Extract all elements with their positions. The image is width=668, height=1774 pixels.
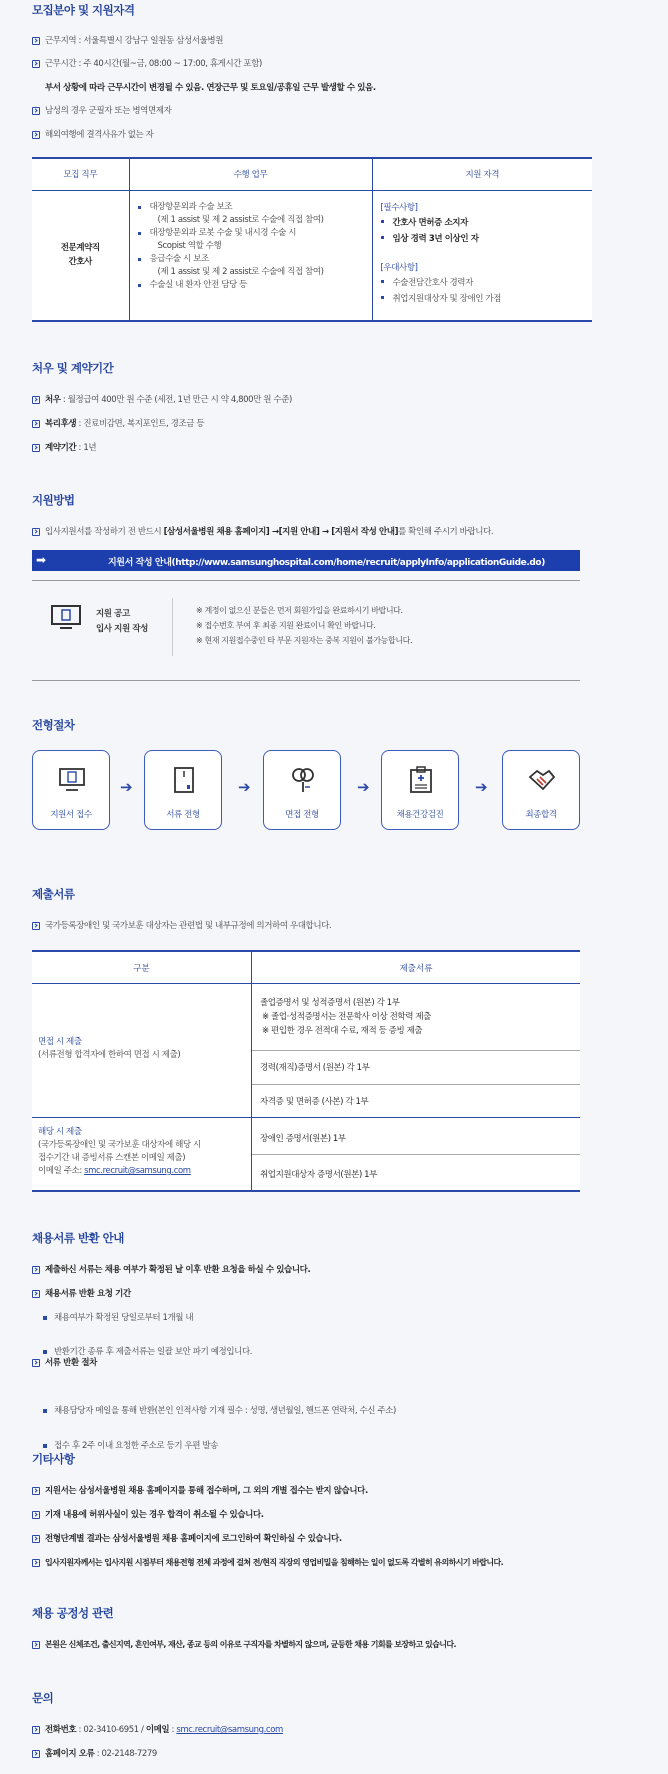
recruit-item-hours: 근무시간 : 주 40시간(월~금, 08:00 ~ 17:00, 휴게시간 포함): [32, 58, 262, 70]
duty-2: 대장항문외과 로봇 수술 및 내시경 수술 시: [138, 227, 372, 240]
return-item-3: 서류 반환 절차: [32, 1357, 97, 1369]
th-qualification: 지원 자격: [372, 158, 592, 190]
etc-item-2: 기재 내용에 허위사실이 있는 경우 합격이 취소될 수 있습니다.: [32, 1509, 264, 1521]
monitor-icon: [57, 765, 87, 795]
fairness-title: 채용 공정성 관련: [32, 1606, 114, 1620]
process-step-5: [502, 750, 580, 830]
arrow-right-icon: ➔: [238, 778, 251, 796]
return-item-2: 채용서류 반환 요청 기간: [32, 1288, 131, 1300]
row-divider: [252, 1154, 580, 1155]
extra-cell: [38, 1126, 201, 1178]
th-docs: 제출서류: [399, 964, 433, 974]
process-step-5-label: 최종합격: [525, 810, 557, 820]
apply-intro: [32, 526, 592, 538]
interview-doc-note-1: ※ 졸업·성적증명서는 전문학사 이상 전학력 제출: [262, 1012, 431, 1022]
process-title: 전형절차: [32, 718, 75, 732]
treatment-welfare-label: 복리후생: [45, 419, 77, 429]
apply-notice-1: ※ 계정이 없으신 분들은 먼저 회원가입을 완료하시기 바랍니다.: [196, 606, 403, 615]
arrow-right-icon: ➔: [475, 778, 488, 796]
document-icon: [169, 765, 199, 795]
required-title: [필수사항]: [380, 202, 418, 213]
interview-title: 면접 시 제출: [38, 1037, 82, 1047]
etc-title: 기타사항: [32, 1452, 75, 1466]
monitor-icon: [50, 604, 82, 633]
th-job: 모집 직무: [32, 158, 129, 190]
extra-doc-veteran: 취업지원대상자 증명서(원본) 1부: [260, 1170, 377, 1180]
apply-intro-c: 를 확인해 주시기 바랍니다.: [398, 527, 494, 537]
duty-3-sub: (제 1 assist 및 제 2 assist로 수술에 직접 참여): [157, 266, 324, 277]
return-item-2-sub-1: 채용여부가 확정된 당일로부터 1개월 내: [41, 1312, 589, 1324]
recruit-item-travel: 해외여행에 결격사유가 없는 자: [32, 129, 153, 141]
treatment-title: 처우 및 계약기간: [32, 361, 114, 375]
th-duty: 수행 업무: [129, 158, 372, 190]
duty-1-sub: (제 1 assist 및 제 2 assist로 수술에 직접 참여): [157, 214, 324, 225]
interview-doc-note-2: ※ 편입한 경우 전적대 수료, 재적 등 증빙 제출: [262, 1026, 423, 1036]
treatment-welfare-text: : 진료비감면, 복지포인트, 경조금 등: [76, 419, 205, 429]
etc-item-4: 입사지원자께서는 입사지원 시점부터 채용전형 전체 과정에 걸쳐 전/현직 직장의 영업비밀을 침해하는 일이 없도록 각별히 유의하시기 바랍니다.: [32, 1557, 592, 1569]
extra-doc-disability: 장애인 증명서(원본) 1부: [260, 1134, 346, 1144]
process-step-4-label: 채용건강검진: [396, 810, 444, 820]
row-divider: [252, 1084, 580, 1085]
extra-sub-2: 접수기간 내 증빙서류 스캔본 이메일 제출): [38, 1153, 186, 1163]
apply-notice-3: ※ 현재 지원접수중인 타 부문 지원자는 중복 지원이 불가능합니다.: [196, 636, 413, 645]
apply-notice-2: ※ 접수번호 부여 후 최종 지원 완료이니 확인 바랍니다.: [196, 621, 376, 630]
duty-3: 응급수술 시 보조: [138, 253, 372, 266]
process-step-3-label: 면접 전형: [285, 810, 319, 820]
recruit-table: [32, 157, 592, 322]
preferred-1: 수술전담간호사 경력자: [381, 275, 593, 291]
contact-home-label: 홈페이지 오류: [45, 1749, 95, 1759]
contact-phone: [32, 1724, 283, 1736]
interview-icon: [288, 765, 318, 795]
process-step-1: [32, 750, 110, 830]
contact-phone-value: : 02-3410-6951 /: [76, 1725, 146, 1735]
interview-doc-license: 자격증 및 면허증 (사본) 각 1부: [260, 1097, 369, 1107]
duty-2-sub: Scopist 역할 수행: [157, 240, 222, 251]
recruit-item-military: 남성의 경우 군필자 또는 병역면제자: [32, 105, 171, 117]
divider: [32, 580, 580, 581]
apply-notices: [196, 603, 412, 648]
fairness-item: 본원은 신체조건, 출신지역, 혼인여부, 재산, 종교 등의 이유로 구직자를 차별하지 않으며, 균등한 채용 기회를 보장하고 있습니다.: [32, 1639, 592, 1651]
return-title: 채용서류 반환 안내: [32, 1231, 124, 1245]
contact-phone-label: 전화번호: [45, 1725, 77, 1735]
application-guide-link[interactable]: 지원서 작성 안내(http://www.samsunghospital.com/home/recruit/applyInfo/applicationGuide.do): [108, 558, 545, 568]
documents-title: 제출서류: [32, 887, 75, 901]
arrow-right-icon: ➔: [357, 778, 370, 796]
extra-title: 해당 시 제출: [38, 1127, 82, 1137]
contact-email-link[interactable]: smc.recruit@samsung.com: [176, 1725, 283, 1735]
qualification-cell: [372, 190, 592, 321]
required-1: 간호사 면허증 소지자: [381, 215, 593, 231]
etc-item-3: 전형단계별 결과는 삼성서울병원 채용 홈페이지에 로그인하여 확인하실 수 있습니다.: [32, 1533, 342, 1545]
contact-email-sep: :: [169, 1725, 177, 1735]
return-item-3-sub-1: 채용담당자 메일을 통해 반환(본인 인적사항 기재 필수 : 성명, 생년월일, 핸드폰 연락처, 수신 주소): [41, 1405, 589, 1417]
process-step-2: [144, 750, 222, 830]
handshake-icon: [527, 765, 557, 795]
treatment-period-text: : 1년: [76, 443, 97, 453]
treatment-pay-label: 처우: [45, 395, 61, 405]
apply-intro-path: [삼성서울병원 채용 홈페이지] →[지원 안내] → [지원서 작성 안내]: [163, 527, 399, 537]
interview-sub: (서류전형 합격자에 한하여 면접 시 제출): [38, 1050, 181, 1060]
recruit-note: 부서 상황에 따라 근무시간이 변경될 수 있음. 연장근무 및 토요일/공휴일 근무 발생할 수 있음.: [45, 83, 376, 93]
contact-home-value: : 02-2148-7279: [94, 1749, 157, 1759]
documents-table-head: [32, 952, 580, 984]
contact-email-label: 이메일: [145, 1725, 170, 1735]
treatment-pay: [32, 394, 292, 406]
contact-title: 문의: [32, 1691, 54, 1705]
interview-docs-1: [260, 996, 431, 1038]
treatment-pay-text: : 월정급여 400만 원 수준 (세전, 1년 만근 시 약 4,800만 원 수준): [60, 395, 292, 405]
interview-doc-grad: 졸업증명서 및 성적증명서 (원본) 각 1부: [260, 998, 400, 1008]
duty-1: 대장항문외과 수술 보조: [138, 201, 372, 214]
process-step-2-label: 서류 전형: [166, 810, 200, 820]
apply-box-divider: [172, 598, 173, 656]
apply-title: 지원방법: [32, 493, 75, 507]
extra-email-link[interactable]: smc.recruit@samsung.com: [84, 1166, 191, 1176]
extra-email-label: 이메일 주소:: [38, 1166, 85, 1176]
interview-cell: [38, 1036, 180, 1062]
documents-table: [32, 950, 580, 1192]
duty-4: 수술실 내 환자 안전 담당 등: [138, 279, 372, 292]
clipboard-icon: [406, 765, 436, 795]
extra-row: [32, 1118, 580, 1190]
treatment-period-label: 계약기간: [45, 443, 77, 453]
treatment-period: [32, 442, 96, 454]
interview-doc-career: 경력(재직)증명서 (원본) 각 1부: [260, 1063, 370, 1073]
treatment-welfare: [32, 418, 204, 430]
job-type: 전문계약직: [60, 243, 100, 254]
required-2: 임상 경력 3년 이상인 자: [381, 231, 593, 247]
process-step-3: [263, 750, 341, 830]
arrow-right-icon: ➡: [36, 553, 47, 567]
preferred-title: [우대사항]: [380, 262, 418, 273]
interview-row: [32, 984, 580, 1118]
th-category: 구분: [133, 964, 150, 974]
contact-home: [32, 1748, 157, 1760]
arrow-right-icon: ➔: [120, 778, 133, 796]
col-divider: [251, 984, 252, 1118]
divider: [32, 680, 580, 681]
extra-sub-1: (국가등록장애인 및 국가보훈 대상자에 해당 시: [38, 1140, 201, 1150]
apply-box-label-1: 지원 공고: [96, 609, 130, 619]
apply-box-label-2: 입사 지원 작성: [96, 624, 148, 634]
job-cell: [32, 190, 129, 321]
application-guide-banner[interactable]: [32, 550, 580, 571]
job-name: 간호사: [68, 257, 92, 268]
return-item-2-sub-2: 반환기간 종류 후 제출서류는 일괄 보안 파기 예정입니다.: [41, 1346, 589, 1358]
recruit-item-location: 근무지역 : 서울특별시 강남구 일원동 삼성서울병원: [32, 35, 223, 47]
recruit-title: 모집분야 및 지원자격: [32, 3, 135, 17]
process-step-1-label: 지원서 접수: [50, 810, 92, 820]
documents-intro: 국가등록장애인 및 국가보훈 대상자는 관련법 및 내부규정에 의거하여 우대합니다.: [32, 920, 331, 932]
etc-item-1: 지원서는 삼성서울병원 채용 홈페이지를 통해 접수하며, 그 외의 개별 접수는 받지 않습니다.: [32, 1485, 368, 1497]
row-divider: [252, 1050, 580, 1051]
return-item-1: 제출하신 서류는 채용 여부가 확정된 날 이후 반환 요청을 하실 수 있습니다.: [32, 1264, 310, 1276]
apply-intro-a: 입사지원서를 작성하기 전 반드시: [45, 527, 164, 537]
extra-email-line: [38, 1165, 201, 1178]
process-step-4: [381, 750, 459, 830]
preferred-2: 취업지원대상자 및 장애인 가점: [381, 291, 593, 307]
apply-box-label: [96, 607, 148, 637]
return-item-3-sub-2: 접수 후 2주 이내 요청한 주소로 등기 우편 발송: [41, 1440, 589, 1452]
duty-cell: [129, 190, 372, 321]
